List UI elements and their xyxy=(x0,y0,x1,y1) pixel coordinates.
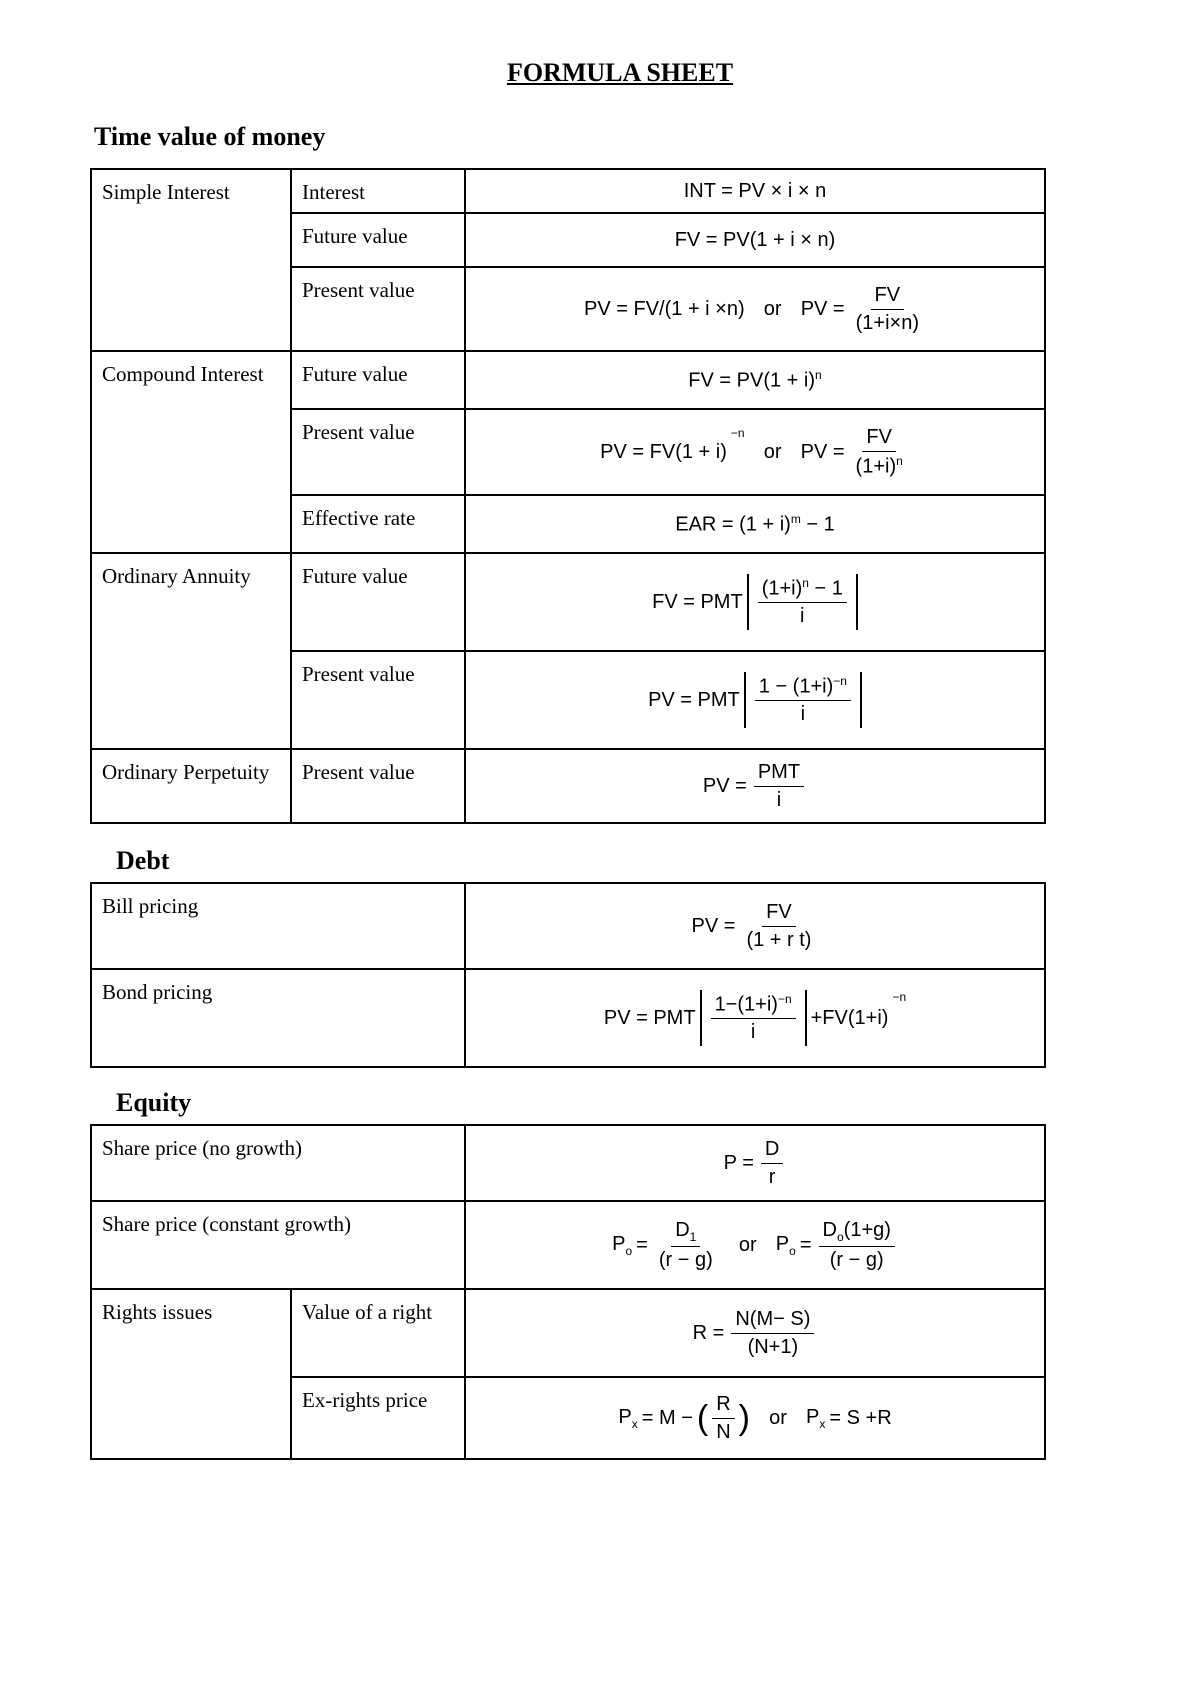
row-label: Interest xyxy=(291,169,465,213)
row-label: Effective rate xyxy=(291,495,465,553)
formula-interest: INT = PV × i × n xyxy=(465,169,1045,213)
share-price-constant-growth-label: Share price (constant growth) xyxy=(91,1201,465,1289)
formula-share-price-no-growth: P = $\frac{D}{r}$ xyxy=(465,1125,1045,1201)
formula-perpetuity-pv: PV = $\frac{\text{PMT}}{i}$ xyxy=(465,749,1045,823)
formula-annuity-fv: FV = PMT $\frac{(1+i)^n - 1}{i}$ xyxy=(465,553,1045,651)
formula-annuity-pv: PV = PMT $\frac{1 - (1+i)^{-n}}{i}$ xyxy=(465,651,1045,749)
value-of-right-label: Value of a right xyxy=(291,1289,465,1377)
ordinary-perpetuity-label: Ordinary Perpetuity xyxy=(91,749,291,823)
formula-bill-pricing: PV = $\frac{FV}{\text{(1 + r t)}}$ xyxy=(465,883,1045,969)
section-heading-equity: Equity xyxy=(116,1088,192,1117)
formula-compound-pv: PV = FV(1 + i) −n or PV = $\frac{FV}{(1+i)^n}$ xyxy=(465,409,1045,495)
section-heading-debt: Debt xyxy=(116,846,170,875)
simple-interest-label: Simple Interest xyxy=(91,169,291,351)
bill-pricing-label: Bill pricing xyxy=(91,883,465,969)
row-label: Present value xyxy=(291,409,465,495)
formula-simple-fv: FV = PV(1 + i × n) xyxy=(465,213,1045,267)
row-label: Future value xyxy=(291,553,465,651)
page-title: FORMULA SHEET xyxy=(506,58,734,87)
row-label: Present value xyxy=(291,267,465,351)
compound-interest-label: Compound Interest xyxy=(91,351,291,553)
bond-pricing-label: Bond pricing xyxy=(91,969,465,1067)
ex-rights-price-label: Ex-rights price xyxy=(291,1377,465,1459)
debt-table xyxy=(90,882,1046,1068)
formula-bond-pricing: PV = PMT $\frac{1-(1+i)^{-n}}{i}$ +FV(1+i) −n xyxy=(465,969,1045,1067)
time-value-table xyxy=(90,168,1046,824)
formula-simple-pv: PV = FV/(1 + i ×n) or PV = $\frac{FV}{(1+i\times n)}$ xyxy=(465,267,1045,351)
formula-share-price-constant-growth: $P_o$ = $\frac{D_1}{(r - g)}$ or $P_o$ = $\frac{D_o(1+g)}{(r - g)}$ xyxy=(465,1201,1045,1289)
row-label: Present value xyxy=(291,651,465,749)
rights-issues-label: Rights issues xyxy=(91,1289,291,1459)
row-label: Future value xyxy=(291,351,465,409)
equity-table xyxy=(90,1124,1046,1460)
share-price-no-growth-label: Share price (no growth) xyxy=(91,1125,465,1201)
row-label: Present value xyxy=(291,749,465,823)
formula-ear: EAR = $(1 + i)^m - 1$ xyxy=(465,495,1045,553)
ordinary-annuity-label: Ordinary Annuity xyxy=(91,553,291,749)
section-heading-time-value: Time value of money xyxy=(94,122,326,151)
formula-compound-fv: FV = $PV(1 + i)^n$ xyxy=(465,351,1045,409)
row-label: Future value xyxy=(291,213,465,267)
formula-ex-rights-price: $P_x$ = M − ( $\frac{R}{N}$ ) or $P_x$ = S +R xyxy=(465,1377,1045,1459)
formula-value-of-right: R = $\frac{N(M- S)}{(N+1)}$ xyxy=(465,1289,1045,1377)
